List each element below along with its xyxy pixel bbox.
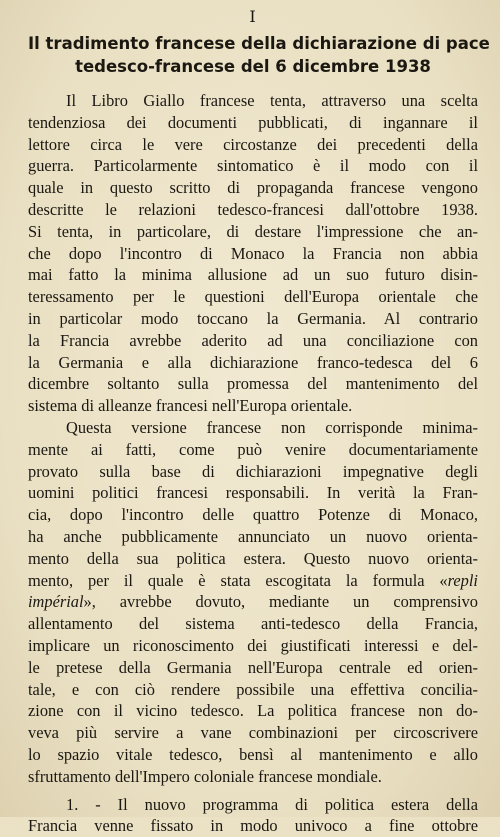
text-line: mento della sua politica estera. Questo nuovo orienta-	[28, 548, 478, 570]
paragraph-2	[28, 417, 478, 788]
chapter-title	[28, 32, 478, 78]
text-line: teressamento per le questioni dell'Europa orientale che	[28, 286, 478, 308]
text-line: quale in questo scritto di propaganda francese vengono	[28, 177, 478, 199]
text-line: lo spazio vitale tedesco, bensì al mantenimento e allo	[28, 744, 478, 766]
text-line: lettore circa le vere circostanze dei precedenti della	[28, 134, 478, 156]
text-line: mai fatto la minima allusione ad un suo futuro disin-	[28, 264, 478, 286]
text-line: zione con il vicino tedesco. La politica francese non do-	[28, 700, 478, 722]
text-line: Il Libro Giallo francese tenta, attraverso una scelta	[28, 90, 478, 112]
text-line: tale, e con ciò rendere possibile una effettiva concilia-	[28, 679, 478, 701]
text-line: uomini politici francesi responsabili. In verità la Fran-	[28, 482, 478, 504]
text-line: le pretese della Germania nell'Europa centrale ed orien-	[28, 657, 478, 679]
paragraph-3	[28, 794, 478, 837]
text-line: la Germania e alla dichiarazione franco-tedesca del 6	[28, 352, 478, 374]
chapter-number: I	[28, 8, 478, 26]
text-line: allentamento del sistema anti-tedesco della Francia,	[28, 613, 478, 635]
text-line: mente ai fatti, come può venire documentariamente	[28, 439, 478, 461]
text-line: che dopo l'incontro di Monaco la Francia non abbia	[28, 243, 478, 265]
text-line: la Francia avrebbe aderito ad una conciliazione con	[28, 330, 478, 352]
text-line: veva più servire a vane combinazioni per circoscrivere	[28, 722, 478, 744]
text-line: 1. - Il nuovo programma di politica estera della	[28, 794, 478, 816]
text-line: sfruttamento dell'Impero coloniale francese mondiale.	[28, 766, 478, 788]
text-line: mento, per il quale è stata escogitata la formula «repli	[28, 570, 478, 592]
text-line: ha anche pubblicamente annunciato un nuovo orienta-	[28, 526, 478, 548]
chapter-title-line-1: Il tradimento francese della dichiarazione di pace	[28, 32, 478, 55]
text-line: in particolar modo toccano la Germania. Al contrario	[28, 308, 478, 330]
text-line: Si tenta, in particolare, di destare l'impressione che an-	[28, 221, 478, 243]
text-line: provato sulla base di dichiarazioni impegnative degli	[28, 461, 478, 483]
italic-term: impérial	[28, 592, 84, 611]
text-line: Questa versione francese non corrisponde minima-	[28, 417, 478, 439]
body-text	[28, 90, 478, 837]
text-line: tendenziosa dei documenti pubblicati, di ingannare il	[28, 112, 478, 134]
italic-term: repli	[448, 571, 478, 590]
text-line: implicare un riconoscimento dei giustificati interessi e del-	[28, 635, 478, 657]
text-line: impérial», avrebbe dovuto, mediante un comprensivo	[28, 591, 478, 613]
text-line: cia, dopo l'incontro delle quattro Potenze di Monaco,	[28, 504, 478, 526]
text-line: sistema di alleanze francesi nell'Europa orientale.	[28, 395, 478, 417]
text-line: guerra. Particolarmente sintomatico è il modo con il	[28, 155, 478, 177]
text-line: dicembre soltanto sulla promessa del mantenimento del	[28, 373, 478, 395]
text-line: Francia venne fissato in modo univoco a fine ottobre	[28, 815, 478, 837]
text-line: descritte le relazioni tedesco-francesi dall'ottobre 1938.	[28, 199, 478, 221]
chapter-title-line-2: tedesco-francese del 6 dicembre 1938	[28, 55, 478, 78]
paragraph-1	[28, 90, 478, 417]
